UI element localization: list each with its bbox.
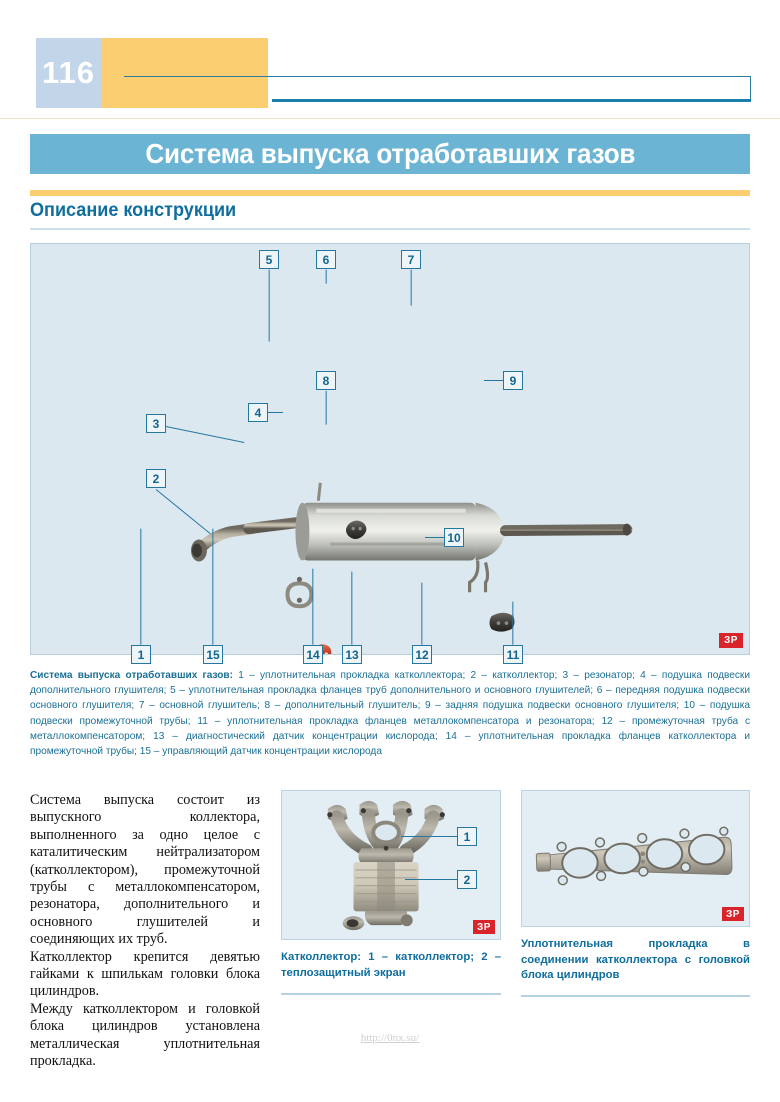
zr-logo-badge: ЗР xyxy=(722,907,744,921)
diagram-callout-leader-line xyxy=(268,270,269,342)
diagram-caption-body: 1 – уплотнительная прокладка катколлектора; 2 – катколлектор; 3 – резонатор; 4 – подушка подвески дополнительного глушителя; 5 – уплотнительная прокладка фланцев труб дополнительного и основного глушителей; 6 – передняя подушка подвески основного глушителя; 7 – основной глушитель; 8 – дополнительный глушитель; 9 – задняя подушка подвески основного глушителя; 10 – подушка подвески промежуточной трубы; 11 – уплотнительная прокладка фланцев металлокомпенсатора и резонатора; 12 – промежуточная труба с металлокомпенсатором; 13 – диагностический датчик концентрации кислорода; 14 – уплотнительная прокладка фланцев катколлектора и промежуточной трубы; 15 – управляющий датчик концентрации кислорода xyxy=(30,670,750,758)
diagram-callout-leader-line xyxy=(140,529,141,645)
exhaust-system-diagram xyxy=(30,243,750,655)
diagram-callout-leader-line xyxy=(512,602,513,645)
diagram-callout-leader-line xyxy=(212,529,213,645)
diagram-callout-leader-line xyxy=(421,583,422,645)
section-heading: Описание конструкции xyxy=(30,200,237,221)
diagram-callout-leader-line xyxy=(425,537,444,538)
body-paragraph: Между катколлектором и головкой блока цилиндров установлена металлическая уплотнительная прокладка. xyxy=(30,1000,260,1070)
body-paragraph: Система выпуска состоит из выпускного коллектора, выполненного за одно целое с каталитическим нейтрализатором (катколлектором), промежуточной трубы с металлокомпенсатором, резонатора, дополнительного и основного глушителей и соединяющих их труб. xyxy=(30,792,260,948)
diagram-callout-leader-line xyxy=(325,270,326,284)
diagram-callout-leader-line xyxy=(312,569,313,645)
header-accent-block xyxy=(101,38,268,108)
zr-logo-badge: ЗР xyxy=(719,633,743,648)
diagram-callout-leader-line xyxy=(351,572,352,645)
body-text-column xyxy=(30,792,260,1071)
diagram-callout-10: 10 xyxy=(444,528,464,547)
diagram-callout-leader-line xyxy=(325,391,326,425)
panel-middle-callout-leader-line xyxy=(405,879,457,880)
panel-middle-callout-leader-line xyxy=(401,836,457,837)
diagram-callout-14: 14 xyxy=(303,645,323,664)
head-gasket-illustration xyxy=(522,791,749,926)
chapter-title-bar xyxy=(30,134,750,174)
panel-middle-caption xyxy=(281,950,501,981)
panel-middle-callout-2: 2 xyxy=(457,870,477,889)
panel-right-caption-rule xyxy=(521,995,750,997)
diagram-callout-4: 4 xyxy=(248,403,268,422)
watermark-url: http://0nx.su/ xyxy=(360,1032,420,1044)
page-header xyxy=(0,0,780,118)
page-number: 116 xyxy=(41,55,95,90)
diagram-callout-5: 5 xyxy=(259,250,279,269)
diagram-caption-lead: Система выпуска отработавших газов: xyxy=(30,670,233,681)
diagram-callout-leader-line xyxy=(484,380,503,381)
panel-middle-caption-body: 1 – катколлектор; 2 – теплозащитный экран xyxy=(281,951,501,979)
panel-middle-caption-lead: Катколлектор: xyxy=(281,951,362,963)
panel-middle-callout-1: 1 xyxy=(457,827,477,846)
zr-logo-badge: ЗР xyxy=(473,920,495,934)
diagram-callout-3: 3 xyxy=(146,414,166,433)
diagram-callout-2: 2 xyxy=(146,469,166,488)
diagram-callout-15: 15 xyxy=(203,645,223,664)
exhaust-system-illustration xyxy=(31,244,749,654)
diagram-callout-7: 7 xyxy=(401,250,421,269)
chapter-title: Система выпуска отработавших газов xyxy=(145,138,635,169)
header-rule-thick xyxy=(272,99,751,102)
diagram-callout-9: 9 xyxy=(503,371,523,390)
diagram-callout-leader-line xyxy=(410,270,411,306)
diagram-callout-13: 13 xyxy=(342,645,362,664)
panel-right-caption: Уплотнительная прокладка в соединении катколлектора с головкой блока цилиндров xyxy=(521,938,750,981)
panel-middle-caption-rule xyxy=(281,993,501,995)
body-paragraph: Катколлектор крепится девятью гайками к шпилькам головки блока цилиндров. xyxy=(30,948,260,1000)
header-rule-thin xyxy=(124,76,751,77)
head-gasket-panel xyxy=(521,790,750,927)
section-accent-rule xyxy=(30,190,750,196)
diagram-callout-11: 11 xyxy=(503,645,523,664)
diagram-callout-1: 1 xyxy=(131,645,151,664)
header-hairline xyxy=(0,118,780,119)
panel-middle-callout-layer xyxy=(281,790,501,940)
diagram-callout-leader-line xyxy=(268,412,283,413)
diagram-caption xyxy=(30,668,750,759)
diagram-callout-12: 12 xyxy=(412,645,432,664)
section-underline xyxy=(30,228,750,230)
diagram-callout-6: 6 xyxy=(316,250,336,269)
diagram-callout-8: 8 xyxy=(316,371,336,390)
